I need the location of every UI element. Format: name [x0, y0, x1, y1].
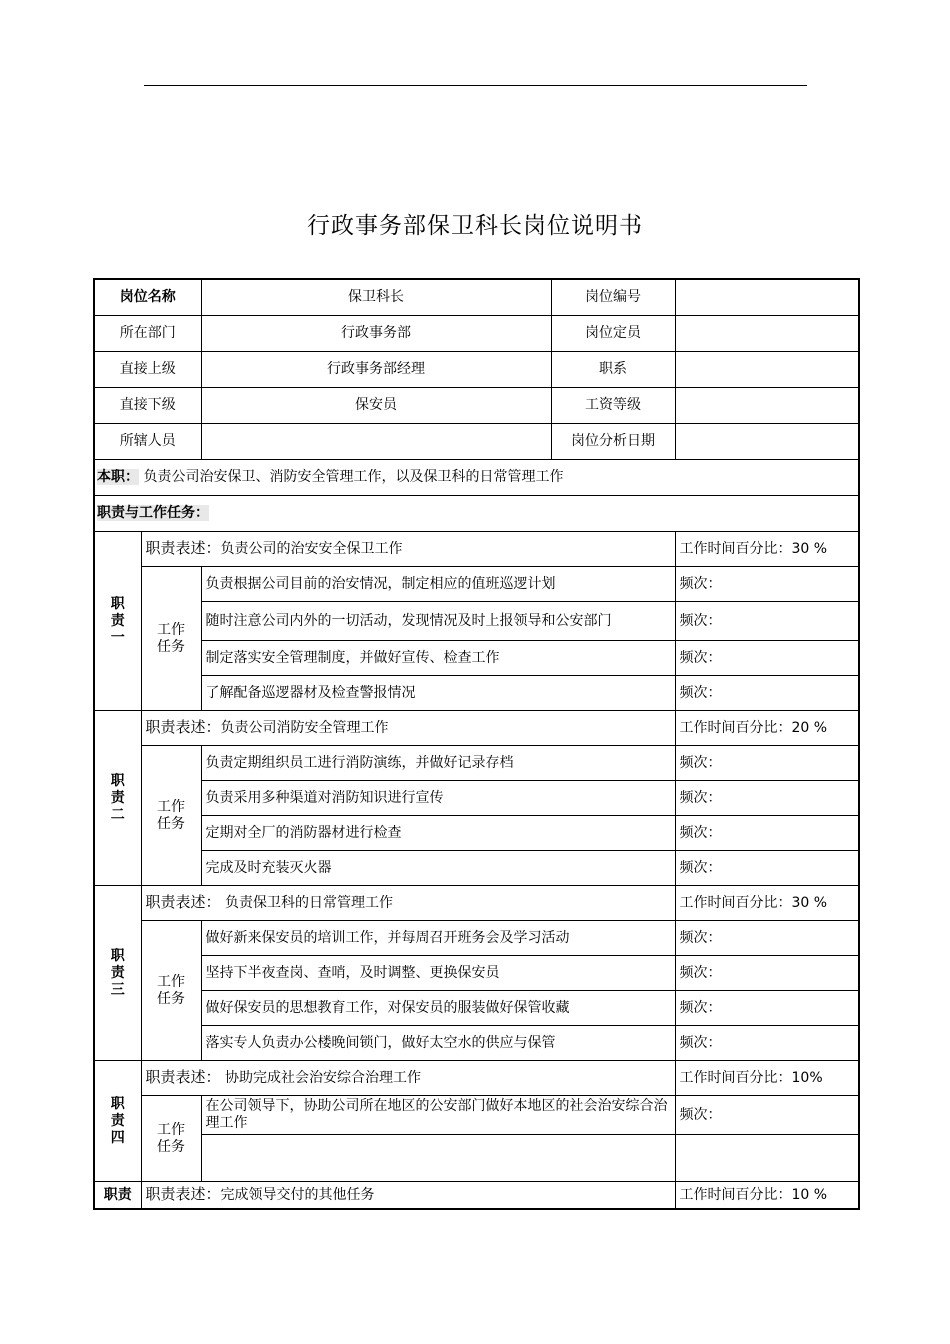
task-row — [94, 1026, 859, 1061]
header-row — [94, 388, 859, 424]
duty-1-description-row — [94, 532, 859, 567]
task-row — [94, 956, 859, 991]
duty-3-description-row — [94, 886, 859, 921]
task-frequency: 频次： — [675, 676, 859, 711]
task-frequency: 频次： — [675, 641, 859, 676]
value-department: 行政事务部 — [201, 316, 551, 352]
task-row — [94, 781, 859, 816]
label-subordinate: 直接下级 — [94, 388, 201, 424]
duty-3-description: 职责表述： 负责保卫科的日常管理工作 — [141, 886, 675, 921]
duty-2-description: 职责表述：负责公司消防安全管理工作 — [141, 711, 675, 746]
header-row — [94, 424, 859, 460]
duty-5-label: 职责 — [94, 1182, 141, 1210]
task-row — [94, 746, 859, 781]
document-title: 行政事务部保卫科长岗位说明书 — [307, 213, 643, 239]
duty-1-percent: 工作时间百分比：30 % — [675, 532, 859, 567]
task-text: 了解配备巡逻器材及检查警报情况 — [201, 676, 675, 711]
task-row — [94, 1096, 859, 1135]
task-frequency: 频次： — [675, 567, 859, 602]
duty-4-description-row — [94, 1061, 859, 1096]
duty-5-description: 职责表述：完成领导交付的其他任务 — [141, 1182, 675, 1210]
value-job-family — [675, 352, 859, 388]
work-task-label: 工作 任务 — [141, 567, 201, 711]
task-text: 随时注意公司内外的一切活动，发现情况及时上报领导和公安部门 — [201, 602, 675, 641]
work-task-label: 工作 任务 — [141, 921, 201, 1061]
main-duty-row — [94, 460, 859, 496]
label-supervisor: 直接上级 — [94, 352, 201, 388]
label-position-code: 岗位编号 — [551, 279, 675, 316]
header-row — [94, 279, 859, 316]
duty-2-description-row — [94, 711, 859, 746]
task-row — [94, 567, 859, 602]
duty-4-percent: 工作时间百分比：10% — [675, 1061, 859, 1096]
main-duty-label: 本职： — [97, 469, 139, 485]
task-row — [94, 676, 859, 711]
duty-3-label: 职 责 三 — [94, 886, 141, 1061]
task-row — [94, 1135, 859, 1182]
task-text: 制定落实安全管理制度，并做好宣传、检查工作 — [201, 641, 675, 676]
task-frequency: 频次： — [675, 746, 859, 781]
header-rule — [144, 85, 807, 86]
duty-5-percent: 工作时间百分比：10 % — [675, 1182, 859, 1210]
label-position-name: 岗位名称 — [94, 279, 201, 316]
task-frequency: 频次： — [675, 991, 859, 1026]
task-row — [94, 851, 859, 886]
task-row — [94, 991, 859, 1026]
task-frequency: 频次： — [675, 1096, 859, 1135]
work-task-label: 工作 任务 — [141, 1096, 201, 1182]
main-duty-text: 负责公司治安保卫、消防安全管理工作，以及保卫科的日常管理工作 — [143, 469, 564, 485]
duty-4-label: 职 责 四 — [94, 1061, 141, 1182]
job-description-table — [93, 278, 860, 1210]
task-text: 负责根据公司目前的治安情况，制定相应的值班巡逻计划 — [201, 567, 675, 602]
task-text: 负责采用多种渠道对消防知识进行宣传 — [201, 781, 675, 816]
value-staff — [201, 424, 551, 460]
duty-2-percent: 工作时间百分比：20 % — [675, 711, 859, 746]
task-text — [201, 1135, 675, 1182]
task-text: 完成及时充装灭火器 — [201, 851, 675, 886]
task-row — [94, 602, 859, 641]
duty-1-label: 职 责 一 — [94, 532, 141, 711]
task-frequency: 频次： — [675, 816, 859, 851]
value-supervisor: 行政事务部经理 — [201, 352, 551, 388]
value-subordinate: 保安员 — [201, 388, 551, 424]
task-text: 做好新来保安员的培训工作，并每周召开班务会及学习活动 — [201, 921, 675, 956]
task-frequency: 频次： — [675, 1026, 859, 1061]
label-staff: 所辖人员 — [94, 424, 201, 460]
task-frequency: 频次： — [675, 956, 859, 991]
task-row — [94, 921, 859, 956]
duty-3-percent: 工作时间百分比：30 % — [675, 886, 859, 921]
label-pay-grade: 工资等级 — [551, 388, 675, 424]
label-job-family: 职系 — [551, 352, 675, 388]
task-frequency: 频次： — [675, 602, 859, 641]
task-frequency-empty — [675, 1135, 859, 1182]
duty-4-description: 职责表述： 协助完成社会治安综合治理工作 — [141, 1061, 675, 1096]
duty-2-label: 职 责 二 — [94, 711, 141, 886]
work-task-label: 工作 任务 — [141, 746, 201, 886]
task-text: 做好保安员的思想教育工作，对保安员的服装做好保管收藏 — [201, 991, 675, 1026]
task-frequency: 频次： — [675, 851, 859, 886]
label-department: 所在部门 — [94, 316, 201, 352]
label-analysis-date: 岗位分析日期 — [551, 424, 675, 460]
task-row — [94, 641, 859, 676]
header-row — [94, 316, 859, 352]
task-text: 落实专人负责办公楼晚间锁门，做好太空水的供应与保管 — [201, 1026, 675, 1061]
task-frequency: 频次： — [675, 781, 859, 816]
value-headcount — [675, 316, 859, 352]
label-headcount: 岗位定员 — [551, 316, 675, 352]
header-row — [94, 352, 859, 388]
value-pay-grade — [675, 388, 859, 424]
duties-heading-row — [94, 496, 859, 532]
duty-1-description: 职责表述：负责公司的治安安全保卫工作 — [141, 532, 675, 567]
task-frequency: 频次： — [675, 921, 859, 956]
task-text: 在公司领导下，协助公司所在地区的公安部门做好本地区的社会治安综合治理工作 — [201, 1096, 675, 1135]
task-text: 定期对全厂的消防器材进行检查 — [201, 816, 675, 851]
task-text: 负责定期组织员工进行消防演练，并做好记录存档 — [201, 746, 675, 781]
task-text: 坚持下半夜查岗、查哨，及时调整、更换保安员 — [201, 956, 675, 991]
value-position-name: 保卫科长 — [201, 279, 551, 316]
task-row — [94, 816, 859, 851]
duties-heading: 职责与工作任务： — [97, 505, 209, 521]
value-position-code — [675, 279, 859, 316]
duty-5-description-row — [94, 1182, 859, 1210]
value-analysis-date — [675, 424, 859, 460]
